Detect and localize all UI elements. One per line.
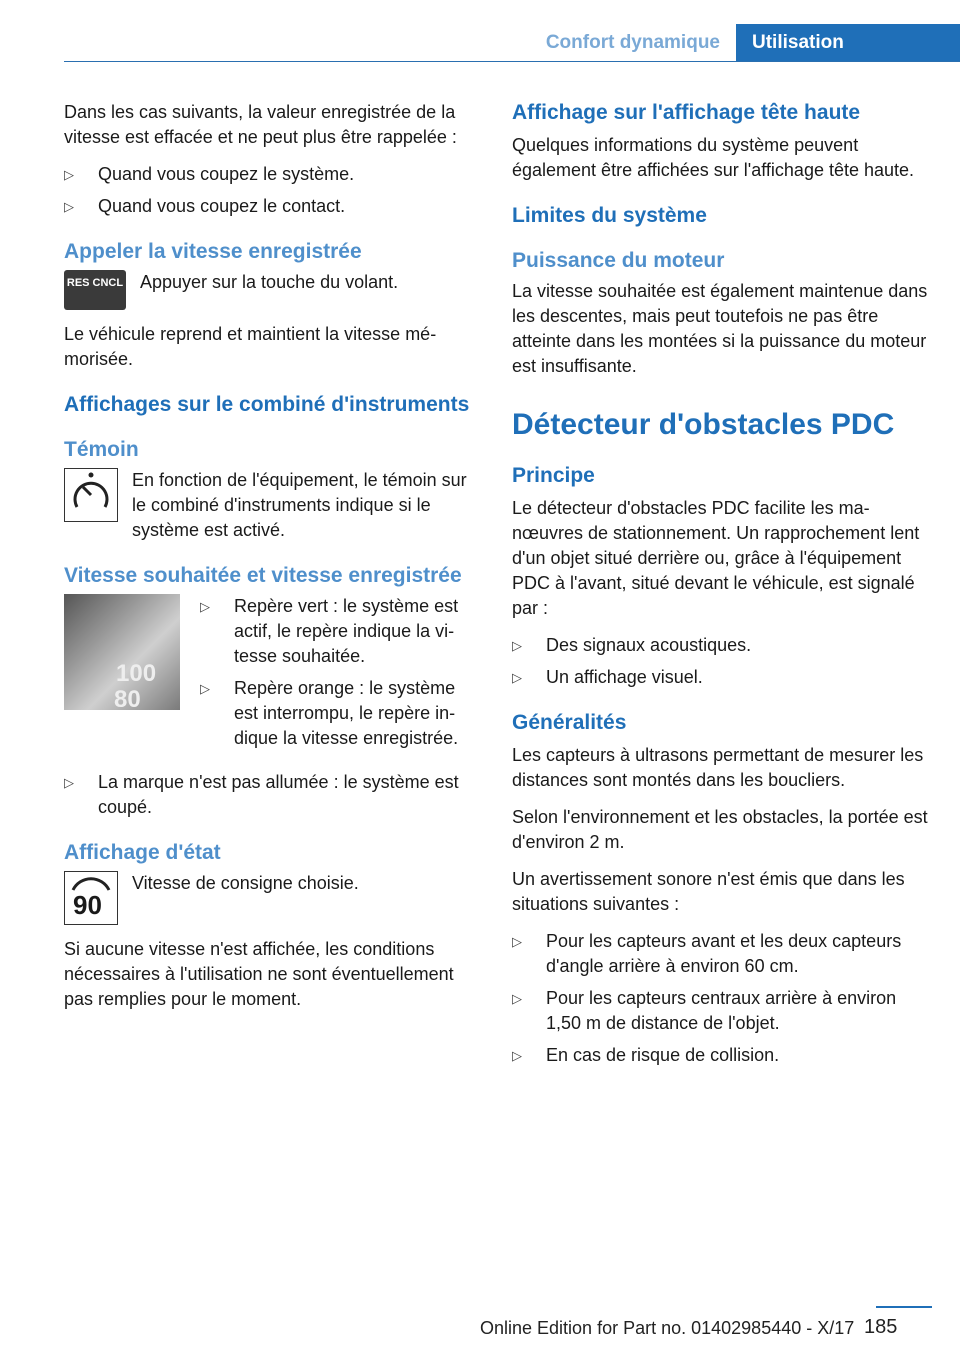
generalites-text-2: Selon l'environnement et les obstacles, la portée est d'environ 2 m. [512,807,928,852]
bullet-triangle-icon: ▷ [64,199,74,214]
page-header [0,24,960,62]
heading-etat: Affichage d'état [64,841,221,864]
heading-puissance: Puissance du moteur [512,249,725,272]
list-item: ▷ En cas de risque de collision. [512,1043,930,1068]
bullet-triangle-icon: ▷ [512,670,522,685]
header-section-tab: Confort dynamique [545,32,720,53]
page-number-rule [876,1306,932,1308]
list-item: ▷ Un affichage visuel. [512,665,930,690]
bullet-triangle-icon: ▷ [512,934,522,949]
intro-text: Dans les cas suivants, la valeur enregistrée de la vitesse est effacée et ne peut plus être rappelée : [64,102,457,147]
heading-principe: Principe [512,464,595,487]
bullet-triangle-icon: ▷ [200,681,210,696]
bullet-triangle-icon: ▷ [64,167,74,182]
list-item: ▷ Quand vous coupez le contact. [64,194,476,219]
bullet-triangle-icon: ▷ [512,1048,522,1063]
bullet-triangle-icon: ▷ [512,991,522,1006]
temoin-block [64,468,476,543]
list-item: ▷ Repère vert : le système est actif, le repère indique la vitesse souhaitée. [200,596,459,666]
etat-text: Vitesse de consigne choisie. [132,873,359,893]
list-item: ▷ Repère orange : le système est interrompu, le repère indique la vitesse enregistrée. [200,678,459,748]
footer-edition: Online Edition for Part no. 01402985440 - X/17 [480,1318,855,1338]
speedometer-indicator-icon [64,468,118,522]
bullet-triangle-icon: ▷ [64,775,74,790]
heading-limites: Limites du système [512,204,707,227]
heading-pdc: Détecteur d'obstacles PDC [512,408,895,441]
header-chapter-tab: Utilisation [736,24,960,62]
bullet-triangle-icon: ▷ [200,599,210,614]
reprend-text: Le véhicule reprend et maintient la vitesse mémorisée. [64,324,437,369]
heading-temoin: Témoin [64,438,139,461]
header-rule [64,61,960,62]
temoin-text: En fonction de l'équipement, le témoin sur le combiné d'instruments indique si le système est activé. [132,470,467,540]
tete-text: Quelques informations du système peuvent également être affichées sur l'affichage tête haute. [512,135,915,180]
puissance-text: La vitesse souhaitée est également maintenue dans les descentes, mais peut toutefois ne pas être atteinte dans les montées si la puissance du moteur est insuffisante. [512,281,928,376]
vitesse-block [64,594,476,758]
principe-text: Le détecteur d'obstacles PDC facilite les manœuvres de stationnement. Un rapprochement lent d'un objet situé derrière ou, grâce à l'équipement PDC à l'avant, situé devant le véhicule, est signalé par : [512,498,920,618]
appeler-text: Appuyer sur la touche du volant. [140,272,399,292]
list-item: ▷ Pour les capteurs avant et les deux capteurs d'angle arrière à environ 60 cm. [512,931,902,976]
heading-affichages: Affichages sur le combiné d'instruments [64,393,470,416]
speed-gauge-image: 100 80 [64,594,180,710]
appeler-block [64,270,476,310]
list-item: ▷ La marque n'est pas allumée : le système est coupé. [64,772,459,817]
list-item: ▷ Pour les capteurs centraux arrière à environ 1,50 m de distance de l'objet. [512,988,897,1033]
etat-block [64,871,476,925]
list-item: ▷ Quand vous coupez le système. [64,162,476,187]
list-item: ▷ Des signaux acoustiques. [512,633,930,658]
page-number: 185 [864,1316,898,1338]
generalites-text-1: Les capteurs à ultrasons permettant de mesurer les distances sont montés dans les boucliers. [512,745,924,790]
bullet-triangle-icon: ▷ [512,638,522,653]
heading-appeler: Appeler la vitesse enregistrée [64,240,362,263]
heading-vitesse: Vitesse souhaitée et vitesse enregistrée [64,564,462,587]
heading-tete-haute: Affichage sur l'affichage tête haute [512,101,861,124]
res-cncl-button-icon: RES CNCL [64,270,126,310]
aucune-text: Si aucune vitesse n'est affichée, les conditions nécessaires à l'utilisation ne sont éventuellement pas remplies pour le moment. [64,939,454,1009]
vitesse-list [200,594,476,758]
set-speed-icon: 90 [64,871,118,925]
right-column [512,100,930,1075]
left-column [64,100,476,1024]
heading-generalites: Généralités [512,711,627,734]
generalites-text-3: Un avertissement sonore n'est émis que dans les situations suivantes : [512,869,905,914]
